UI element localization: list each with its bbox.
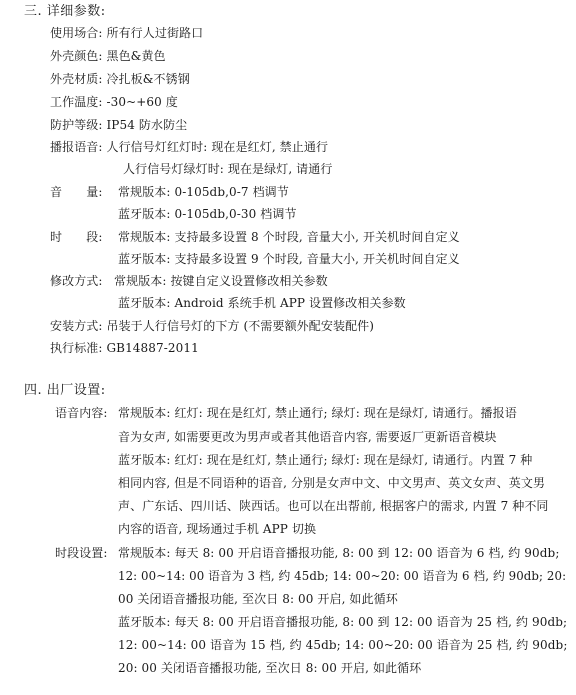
param-value: 人行信号灯绿灯时: 现在是绿灯, 请通行 (123, 162, 333, 176)
section3-heading: 三. 详细参数: (24, 4, 106, 19)
param-label: 防护等级: (50, 118, 103, 132)
param-row-period-cont (118, 251, 460, 267)
param-value: 常规版本: 0-105db,0-7 档调节 (118, 185, 289, 199)
param-label: 修改方式: (50, 274, 103, 288)
param-label: 执行标准: (50, 341, 103, 355)
param-label: 安装方式: (50, 319, 103, 333)
param-row-voice-cont (123, 161, 333, 177)
period-setting-line: 12: 00~14: 00 语音为 15 档, 约 45db; 14: 00~20: 00 语音为 25 档, 约 90db; (118, 638, 568, 652)
param-label: 音 量: (50, 185, 103, 199)
voice-content-line: 相同内容, 但是不同语种的语音, 分别是女声中文、中文男声、英文女声、英文男 (118, 476, 546, 490)
param-row-temperature (50, 94, 178, 110)
param-row-voice (50, 139, 328, 155)
voice-content-label: 语音内容: (55, 406, 108, 420)
param-label: 外壳材质: (50, 72, 103, 86)
param-row-period (50, 229, 460, 245)
voice-content-line: 声、广东话、四川话、陕西话。也可以在出帮前, 根据客户的需求, 内置 7 种不同 (118, 499, 549, 513)
param-value: 冷扎板&不锈钢 (106, 72, 190, 86)
param-row-modify (50, 273, 328, 289)
param-row-color (50, 48, 166, 64)
param-label: 外壳颜色: (50, 49, 103, 63)
param-value: 蓝牙版本: 0-105db,0-30 档调节 (118, 207, 297, 221)
period-setting-line: 20: 00 关闭语音播报功能, 至次日 8: 00 开启, 如此循环 (118, 661, 422, 675)
period-setting-line: 蓝牙版本: 每天 8: 00 开启语音播报功能, 8: 00 到 12: 00 语音为 25 档, 约 90db; (118, 615, 568, 629)
period-setting-label: 时段设置: (55, 546, 108, 560)
param-row-usage (50, 25, 203, 41)
param-value: 蓝牙版本: 支持最多设置 9 个时段, 音量大小, 开关机时间自定义 (118, 252, 460, 266)
param-row-volume (50, 184, 289, 200)
param-label: 工作温度: (50, 95, 103, 109)
param-row-modify-cont (118, 295, 406, 311)
param-row-install (50, 318, 374, 334)
section4-heading: 四. 出厂设置: (24, 383, 106, 398)
param-value: 常规版本: 支持最多设置 8 个时段, 音量大小, 开关机时间自定义 (118, 230, 460, 244)
period-setting-line: 00 关闭语音播报功能, 至次日 8: 00 开启, 如此循环 (118, 592, 398, 606)
param-row-material (50, 71, 190, 87)
voice-content-line: 蓝牙版本: 红灯: 现在是红灯, 禁止通行; 绿灯: 现在是绿灯, 请通行。内置 7 种 (118, 453, 533, 467)
param-value: GB14887-2011 (106, 341, 199, 355)
param-value: -30~+60 度 (106, 95, 178, 109)
param-value: 人行信号灯红灯时: 现在是红灯, 禁止通行 (106, 140, 329, 154)
voice-content-line: 内容的语音, 现场通过手机 APP 切换 (118, 522, 317, 536)
voice-content-line: 音为女声, 如需要更改为男声或者其他语音内容, 需要返厂更新语音模块 (118, 430, 497, 444)
period-setting-line: 常规版本: 每天 8: 00 开启语音播报功能, 8: 00 到 12: 00 语音为 6 档, 约 90db; (118, 546, 560, 560)
param-value: 黑色&黄色 (106, 49, 166, 63)
voice-content-line: 常规版本: 红灯: 现在是红灯, 禁止通行; 绿灯: 现在是绿灯, 请通行。播报语 (118, 406, 517, 420)
param-value: 吊装于人行信号灯的下方 (不需要额外配安装配件) (106, 319, 375, 333)
param-label: 时 段: (50, 230, 103, 244)
param-row-protection (50, 117, 187, 133)
param-value: IP54 防水防尘 (106, 118, 188, 132)
period-setting-line: 12: 00~14: 00 语音为 3 档, 约 45db; 14: 00~20: 00 语音为 6 档, 约 90db; 20: (118, 569, 567, 583)
param-row-standard (50, 340, 199, 356)
param-label: 使用场合: (50, 26, 103, 40)
param-value: 蓝牙版本: Android 系统手机 APP 设置修改相关参数 (118, 296, 406, 310)
param-row-volume-cont (118, 206, 297, 222)
param-value: 常规版本: 按键自定义设置修改相关参数 (114, 274, 328, 288)
param-value: 所有行人过街路口 (106, 26, 204, 40)
param-label: 播报语音: (50, 140, 103, 154)
